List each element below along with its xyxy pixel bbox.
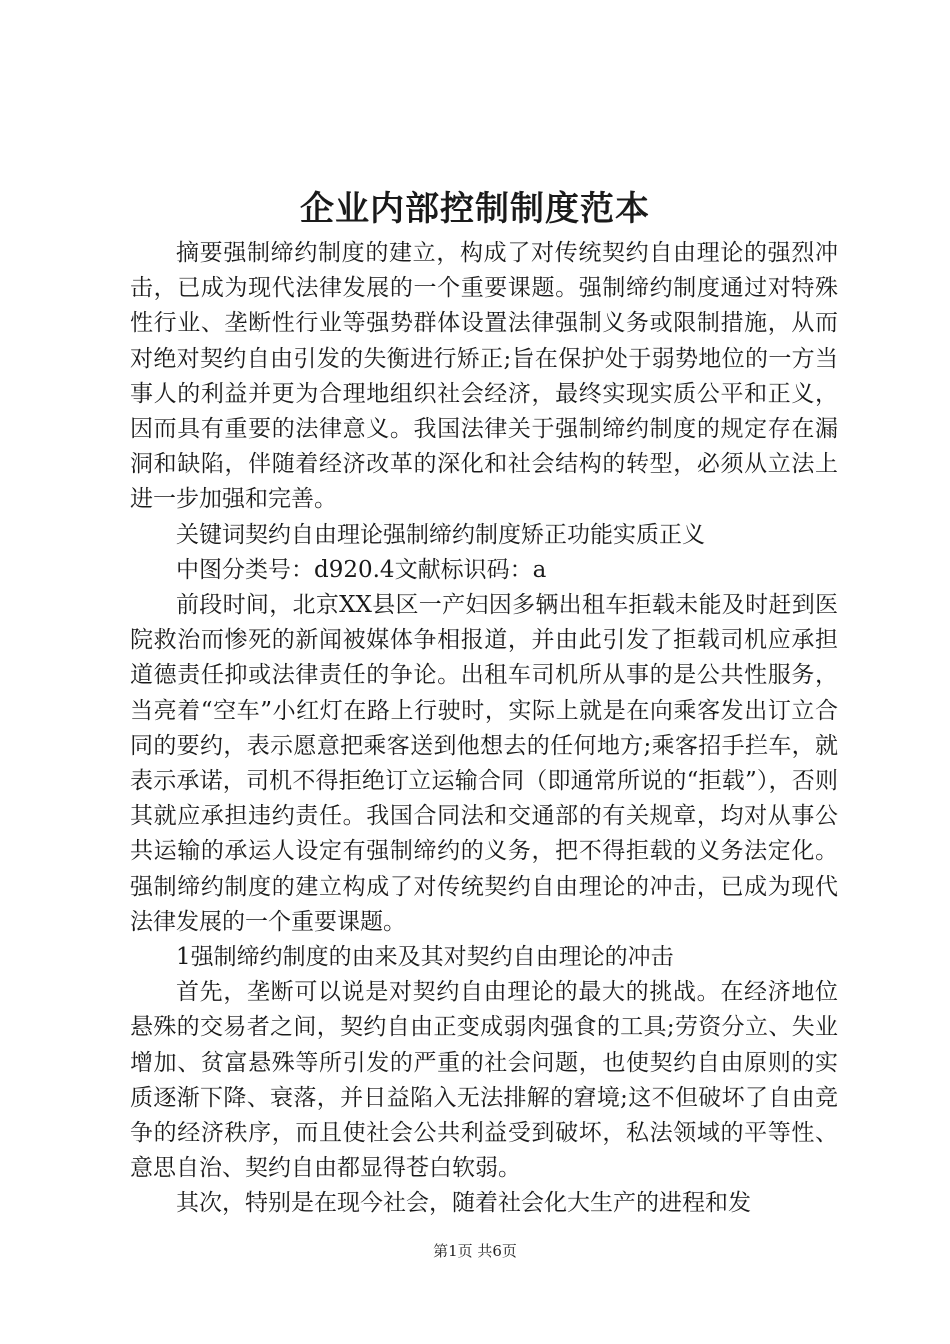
body-paragraph: 首先，垄断可以说是对契约自由理论的最大的挑战。在经济地位悬殊的交易者之间，契约自由正变成弱肉强食的工具;劳资分立、失业增加、贫富悬殊等所引发的严重的社会问题，也使契约自由原则的实质逐渐下降、衰落，并日益陷入无法排解的窘境;这不但破坏了自由竞争的经济秩序，而且使社会公共利益受到破坏，私法领域的平等性、意思自治、契约自由都显得苍白软弱。 [130,979,838,1182]
document-body [130,236,838,1222]
page-footer: 第1页 共6页 [433,1242,517,1260]
classification-paragraph: 中图分类号：d920.4文献标识码：a [176,556,547,583]
section-heading: 1强制缔约制度的由来及其对契约自由理论的冲击 [176,944,674,971]
document-title: 企业内部控制制度范本 [300,189,650,229]
intro-paragraph: 前段时间，北京XX县区一产妇因多辆出租车拒载未能及时赶到医院救治而惨死的新闻被媒体争相报道，并由此引发了拒载司机应承担道德责任抑或法律责任的争论。出租车司机所从事的是公共性服务，当亮着“空车”小红灯在路上行驶时，实际上就是在向乘客发出订立合同的要约，表示愿意把乘客送到他想去的任何地方;乘客招手拦车，就表示承诺，司机不得拒绝订立运输合同（即通常所说的“拒载”），否则其就应承担违约责任。我国合同法和交通部的有关规章，均对从事公共运输的承运人设定有强制缔约的义务，把不得拒载的义务法定化。强制缔约制度的建立构成了对传统契约自由理论的冲击，已成为现代法律发展的一个重要课题。 [130,592,838,935]
keywords-paragraph: 关键词契约自由理论强制缔约制度矫正功能实质正义 [176,521,705,548]
abstract-paragraph: 摘要强制缔约制度的建立，构成了对传统契约自由理论的强烈冲击，已成为现代法律发展的一个重要课题。强制缔约制度通过对特殊性行业、垄断性行业等强势群体设置法律强制义务或限制措施，从而对绝对契约自由引发的失衡进行矫正;旨在保护处于弱势地位的一方当事人的利益并更为合理地组织社会经济，最终实现实质公平和正义，因而具有重要的法律意义。我国法律关于强制缔约制度的规定存在漏洞和缺陷，伴随着经济改革的深化和社会结构的转型，必须从立法上进一步加强和完善。 [130,240,838,513]
body-paragraph: 其次，特别是在现今社会，随着社会化大生产的进程和发 [176,1190,751,1217]
